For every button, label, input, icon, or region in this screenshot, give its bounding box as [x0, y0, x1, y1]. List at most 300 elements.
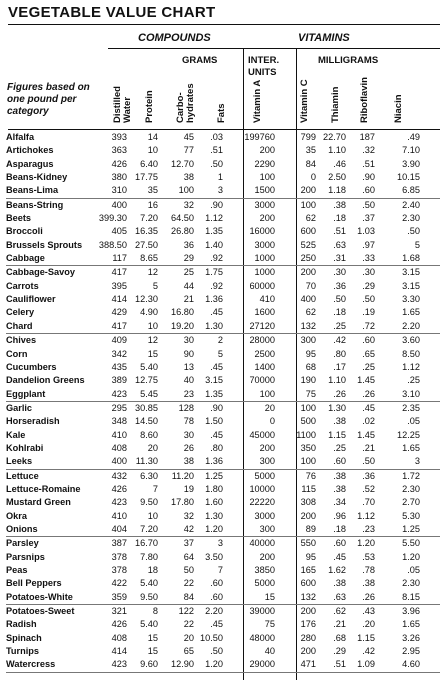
table-cell: 2.35 [402, 402, 420, 413]
table-cell: 13 [183, 361, 194, 372]
table-row [6, 225, 440, 238]
table-row [6, 199, 440, 212]
table-cell: 26.80 [171, 226, 194, 237]
table-cell: .52 [362, 483, 375, 494]
table-row [6, 293, 440, 306]
table-cell: 1.50 [205, 416, 223, 427]
table-cell: 17.75 [135, 172, 158, 183]
table-cell: .29 [362, 280, 375, 291]
table-cell: 388.50 [98, 239, 127, 250]
table-cell: 0 [269, 416, 275, 427]
table-cell: 12.70 [171, 158, 194, 169]
table-cell: .34 [333, 497, 346, 508]
vegetable-name: Watercress [6, 659, 56, 670]
table-cell: 2.30 [402, 578, 420, 589]
column-header: Fats [216, 103, 227, 123]
table-cell: 64 [183, 551, 194, 562]
table-cell: .36 [362, 470, 375, 481]
table-cell: 2.30 [402, 483, 420, 494]
table-cell: 1.30 [205, 320, 223, 331]
table-cell: .37 [362, 213, 375, 224]
table-cell: .38 [333, 470, 346, 481]
table-cell: 3.15 [402, 267, 420, 278]
table-cell: 39000 [249, 606, 275, 617]
table-cell: 70000 [249, 375, 275, 386]
table-cell: 410 [259, 294, 275, 305]
table-cell: 15 [147, 646, 158, 657]
table-cell: 799 [300, 132, 316, 142]
table-cell: 35 [305, 145, 316, 156]
table-cell: 22.70 [323, 132, 346, 142]
table-cell: 1.80 [205, 483, 223, 494]
table-row [6, 239, 440, 252]
vegetable-name: Radish [6, 619, 37, 630]
table-cell: .17 [333, 361, 346, 372]
table-cell: 23 [183, 388, 194, 399]
table-cell: 1.20 [357, 538, 375, 549]
table-cell: 2.40 [402, 199, 420, 210]
table-cell: .70 [362, 497, 375, 508]
table-cell: 1000 [254, 267, 275, 278]
vegetable-name: Lettuce-Romaine [6, 483, 81, 494]
table-cell: .63 [333, 239, 346, 250]
table-cell: .29 [333, 646, 346, 657]
table-cell: .25 [333, 320, 346, 331]
table-cell: 1.60 [205, 497, 223, 508]
table-row [6, 334, 440, 347]
table-cell: 423 [111, 388, 127, 399]
table-row [6, 361, 440, 374]
vegetable-name: Cucumbers [6, 361, 57, 372]
table-cell: .02 [362, 416, 375, 427]
vegetable-name: Asparagus [6, 158, 54, 169]
table-row [6, 348, 440, 361]
vegetable-name: Parsley [6, 538, 39, 549]
table-cell: 5000 [254, 578, 275, 589]
table-cell: 27.50 [135, 239, 158, 250]
table-cell: 10.15 [397, 172, 420, 183]
table-cell: 1.30 [205, 510, 223, 521]
table-cell: 95 [305, 348, 316, 359]
vegetable-name: Horseradish [6, 416, 60, 427]
table-cell: .49 [407, 132, 420, 142]
table-cell: 1100 [296, 429, 316, 440]
vegetable-name: Brussels Sprouts [6, 239, 83, 250]
vegetable-name: Peas [6, 565, 28, 575]
table-cell: .45 [333, 551, 346, 562]
milligrams-header: MILLIGRAMS [318, 55, 379, 66]
vegetable-name: Celery [6, 307, 35, 318]
table-cell: 5 [217, 348, 223, 359]
table-row [6, 131, 440, 144]
vegetable-name: Parsnips [6, 551, 45, 562]
table-cell: 1.36 [205, 456, 223, 467]
table-cell: 36 [183, 239, 194, 250]
table-cell: 300 [259, 456, 275, 467]
column-header: Riboflavin [359, 77, 370, 123]
table-row [6, 455, 440, 469]
table-cell: 7.20 [140, 213, 158, 224]
table-cell: 199760 [244, 132, 275, 142]
table-cell: 16.35 [135, 226, 158, 237]
table-cell: .30 [362, 267, 375, 278]
table-cell: .38 [333, 578, 346, 589]
vegetable-name: Beans-Lima [6, 185, 59, 196]
table-cell: 89 [305, 523, 316, 534]
table-cell: 132 [300, 591, 316, 602]
table-cell: 3850 [254, 565, 275, 575]
table-cell: 2 [217, 335, 223, 346]
table-cell: 200 [300, 510, 316, 521]
vegetable-name: Corn [6, 348, 28, 359]
table-row [6, 171, 440, 184]
vegetable-name: Okra [6, 510, 27, 521]
table-cell: 3.96 [402, 606, 420, 617]
vegetable-name: Beans-Kidney [6, 172, 68, 183]
table-row [6, 144, 440, 157]
vegetable-name: Turnips [6, 646, 40, 657]
table-cell: .38 [333, 483, 346, 494]
table-cell: 400 [111, 199, 127, 210]
table-cell: .38 [362, 578, 375, 589]
table-cell: 414 [111, 646, 127, 657]
vegetable-name: Mustard Green [6, 497, 71, 508]
table-cell: 190 [300, 375, 316, 386]
table-cell: 10 [147, 145, 158, 156]
table-cell: .50 [210, 646, 223, 657]
table-cell: 3.10 [402, 388, 420, 399]
table-cell: 75 [264, 619, 275, 630]
table-cell: 3 [217, 538, 223, 549]
table-row [6, 280, 440, 293]
table-cell: 399.30 [98, 213, 127, 224]
table-cell: 22220 [249, 497, 275, 508]
table-cell: 7.10 [402, 145, 420, 156]
table-cell: .18 [333, 523, 346, 534]
vegetable-name: Kohlrabi [6, 442, 44, 453]
table-cell: .42 [333, 335, 346, 346]
vegetable-name: Cabbage-Savoy [6, 267, 75, 278]
table-row [6, 496, 440, 509]
table-cell: 84 [305, 158, 316, 169]
table-cell: 17.80 [171, 497, 194, 508]
table-cell: 2.50 [328, 172, 346, 183]
table-cell: 165 [300, 565, 316, 575]
table-cell: 423 [111, 659, 127, 670]
table-cell: .38 [333, 199, 346, 210]
table-cell: 5.45 [140, 388, 158, 399]
table-row [6, 645, 440, 658]
table-cell: 8.60 [140, 429, 158, 440]
table-row [6, 429, 440, 442]
table-cell: .05 [407, 416, 420, 427]
table-cell: 14.50 [135, 416, 158, 427]
table-cell: .45 [210, 307, 223, 318]
table-cell: 32 [183, 199, 194, 210]
table-cell: 1.09 [357, 659, 375, 670]
table-cell: 12 [147, 267, 158, 278]
table-cell: 2.20 [402, 320, 420, 331]
table-cell: .90 [210, 402, 223, 413]
table-cell: 132 [300, 320, 316, 331]
table-cell: 30 [183, 335, 194, 346]
table-cell: 395 [111, 280, 127, 291]
table-cell: 176 [300, 619, 316, 630]
table-cell: 426 [111, 619, 127, 630]
compounds-header: COMPOUNDS [138, 32, 211, 44]
table-cell: 1.68 [402, 253, 420, 264]
table-cell: .65 [362, 348, 375, 359]
table-cell: 45000 [249, 429, 275, 440]
table-row [6, 510, 440, 523]
table-cell: 9.50 [140, 591, 158, 602]
table-row [6, 442, 440, 455]
table-cell: .92 [210, 280, 223, 291]
table-cell: 200 [300, 606, 316, 617]
table-cell: 3.60 [402, 335, 420, 346]
table-cell: 1.20 [205, 659, 223, 670]
table-cell: 1400 [254, 361, 275, 372]
table-cell: 417 [111, 267, 127, 278]
table-cell: 10.50 [200, 632, 223, 643]
vegetable-name: Garlic [6, 402, 33, 413]
table-cell: 7 [152, 483, 158, 494]
table-cell: 29 [183, 253, 194, 264]
vegetable-name: Kale [6, 429, 26, 440]
table-cell: 410 [111, 429, 127, 440]
table-cell: 7.20 [140, 523, 158, 534]
table-row [6, 564, 440, 577]
table-cell: 200 [259, 145, 275, 156]
table-cell: 62 [305, 307, 316, 318]
table-cell: 78 [183, 416, 194, 427]
table-cell: 500 [300, 416, 316, 427]
table-cell: 363 [111, 145, 127, 156]
table-cell: .19 [362, 307, 375, 318]
table-cell: 15 [147, 632, 158, 643]
vegetable-name: Cauliflower [6, 294, 56, 305]
table-cell: 5 [152, 280, 158, 291]
table-row [6, 212, 440, 225]
table-cell: 200 [259, 551, 275, 562]
table-cell: 1.15 [357, 632, 375, 643]
table-cell: 3.15 [402, 280, 420, 291]
table-cell: 342 [111, 348, 127, 359]
table-row [6, 158, 440, 171]
table-cell: 295 [111, 402, 127, 413]
table-cell: 5.40 [140, 578, 158, 589]
table-cell: 21 [183, 294, 194, 305]
table-cell: 95 [305, 551, 316, 562]
table-cell: 11.30 [135, 456, 158, 467]
table-cell: 7 [217, 565, 223, 575]
table-cell: 4.60 [402, 659, 420, 670]
table-cell: 359 [111, 591, 127, 602]
table-cell: 4.90 [140, 307, 158, 318]
table-cell: .05 [407, 565, 420, 575]
table-cell: 471 [300, 659, 316, 670]
table-cell: .25 [362, 361, 375, 372]
table-cell: 1.65 [402, 307, 420, 318]
vegetable-name: Bell Peppers [6, 578, 62, 589]
table-cell: 32 [183, 510, 194, 521]
table-cell: 18 [147, 565, 158, 575]
table-cell: 2.95 [402, 646, 420, 657]
table-cell: 5.50 [402, 538, 420, 549]
table-cell: .46 [333, 158, 346, 169]
table-cell: 3.50 [205, 551, 223, 562]
table-cell: .18 [333, 307, 346, 318]
table-cell: 1.65 [402, 442, 420, 453]
table-cell: .50 [362, 294, 375, 305]
table-cell: 20 [147, 442, 158, 453]
grams-header: GRAMS [182, 55, 218, 66]
basis-note: Figures based on one pound per category [7, 82, 90, 117]
table-cell: 19 [183, 483, 194, 494]
table-cell: 8.15 [402, 591, 420, 602]
table-row [6, 266, 440, 279]
table-row [6, 184, 440, 198]
vegetable-name: Potatoes-Sweet [6, 606, 75, 617]
table-cell: 1.45 [357, 375, 375, 386]
table-cell: .38 [333, 416, 346, 427]
table-cell: .18 [333, 213, 346, 224]
table-row [6, 591, 440, 605]
table-cell: 300 [300, 335, 316, 346]
table-cell: 45 [183, 132, 194, 142]
table-cell: 1.72 [402, 470, 420, 481]
table-cell: .30 [333, 267, 346, 278]
vegetable-name: Potatoes-White [6, 591, 73, 602]
table-cell: 1.03 [357, 226, 375, 237]
column-header: Vitamin A [252, 79, 263, 123]
table-cell: 20 [264, 402, 275, 413]
table-cell: 600 [300, 578, 316, 589]
table-cell: 1.40 [205, 239, 223, 250]
table-cell: 16000 [249, 226, 275, 237]
table-cell: 38 [183, 172, 194, 183]
table-cell: 2.30 [402, 213, 420, 224]
table-cell: 1.25 [402, 523, 420, 534]
table-cell: 378 [111, 565, 127, 575]
table-cell: 400 [300, 294, 316, 305]
table-cell: 100 [300, 199, 316, 210]
table-cell: 100 [178, 185, 194, 196]
table-cell: 5.40 [140, 361, 158, 372]
table-row [6, 605, 440, 618]
table-cell: 40 [264, 646, 275, 657]
table-row [6, 415, 440, 428]
table-cell: 7.80 [140, 551, 158, 562]
table-cell: 16 [147, 199, 158, 210]
table-cell: 1.20 [205, 523, 223, 534]
table-cell: 187 [359, 132, 375, 142]
table-cell: 348 [111, 416, 127, 427]
table-row [6, 551, 440, 564]
table-cell: 9.50 [140, 497, 158, 508]
table-cell: .23 [362, 523, 375, 534]
table-cell: 1.10 [328, 145, 346, 156]
table-cell: 400 [111, 456, 127, 467]
table-cell: .50 [333, 294, 346, 305]
table-cell: 48000 [249, 632, 275, 643]
table-row [6, 658, 440, 672]
vegetable-name: Onions [6, 523, 38, 534]
table-cell: 3 [217, 185, 223, 196]
table-cell: 3.30 [402, 294, 420, 305]
table-cell: 3.26 [402, 632, 420, 643]
table-cell: 12.30 [135, 294, 158, 305]
table-cell: 550 [300, 538, 316, 549]
table-cell: 3000 [254, 239, 275, 250]
table-cell: 1.65 [402, 619, 420, 630]
table-cell: .36 [333, 280, 346, 291]
table-cell: .31 [333, 253, 346, 264]
table-row [6, 577, 440, 590]
table-cell: 1.25 [205, 470, 223, 481]
table-cell: .50 [362, 456, 375, 467]
table-cell: .45 [362, 402, 375, 413]
table-cell: 200 [300, 267, 316, 278]
table-cell: .33 [362, 253, 375, 264]
table-row [6, 388, 440, 402]
table-cell: 38 [183, 456, 194, 467]
vegetable-name: Chives [6, 335, 37, 346]
table-cell: 15 [264, 591, 275, 602]
table-cell: 3.90 [402, 158, 420, 169]
table-cell: 60000 [249, 280, 275, 291]
table-cell: 65 [183, 646, 194, 657]
table-cell: 19.20 [171, 320, 194, 331]
table-cell: 378 [111, 551, 127, 562]
table-row [6, 402, 440, 415]
table-cell: 75 [305, 388, 316, 399]
table-cell: 310 [111, 185, 127, 196]
table-cell: 37 [183, 538, 194, 549]
table-cell: 10 [147, 510, 158, 521]
table-cell: 62 [305, 213, 316, 224]
table-cell: 100 [300, 456, 316, 467]
table-cell: .50 [210, 158, 223, 169]
column-header: Protein [144, 90, 155, 123]
table-cell: 8.50 [402, 348, 420, 359]
title-rule [8, 24, 440, 25]
table-cell: .68 [333, 632, 346, 643]
vegetable-name: Artichokes [6, 145, 54, 156]
table-cell: 2.70 [402, 497, 420, 508]
table-cell: 10 [147, 320, 158, 331]
table-cell: 115 [301, 483, 316, 494]
column-header: Vitamin C [299, 79, 310, 123]
table-cell: 389 [111, 375, 127, 386]
table-cell: 1.12 [205, 213, 223, 224]
table-row [6, 483, 440, 496]
table-cell: 9.60 [140, 659, 158, 670]
table-cell: 5.40 [140, 619, 158, 630]
table-cell: .60 [362, 335, 375, 346]
table-cell: 200 [259, 442, 275, 453]
table-row [6, 252, 440, 266]
table-cell: 40 [183, 375, 194, 386]
table-cell: 22 [183, 619, 194, 630]
table-cell: 2.20 [205, 606, 223, 617]
table-cell: 5000 [254, 470, 275, 481]
table-cell: 393 [111, 132, 127, 142]
table-cell: 14 [147, 132, 158, 142]
table-cell: .80 [210, 442, 223, 453]
vegetable-name: Spinach [6, 632, 42, 643]
table-row [6, 618, 440, 631]
